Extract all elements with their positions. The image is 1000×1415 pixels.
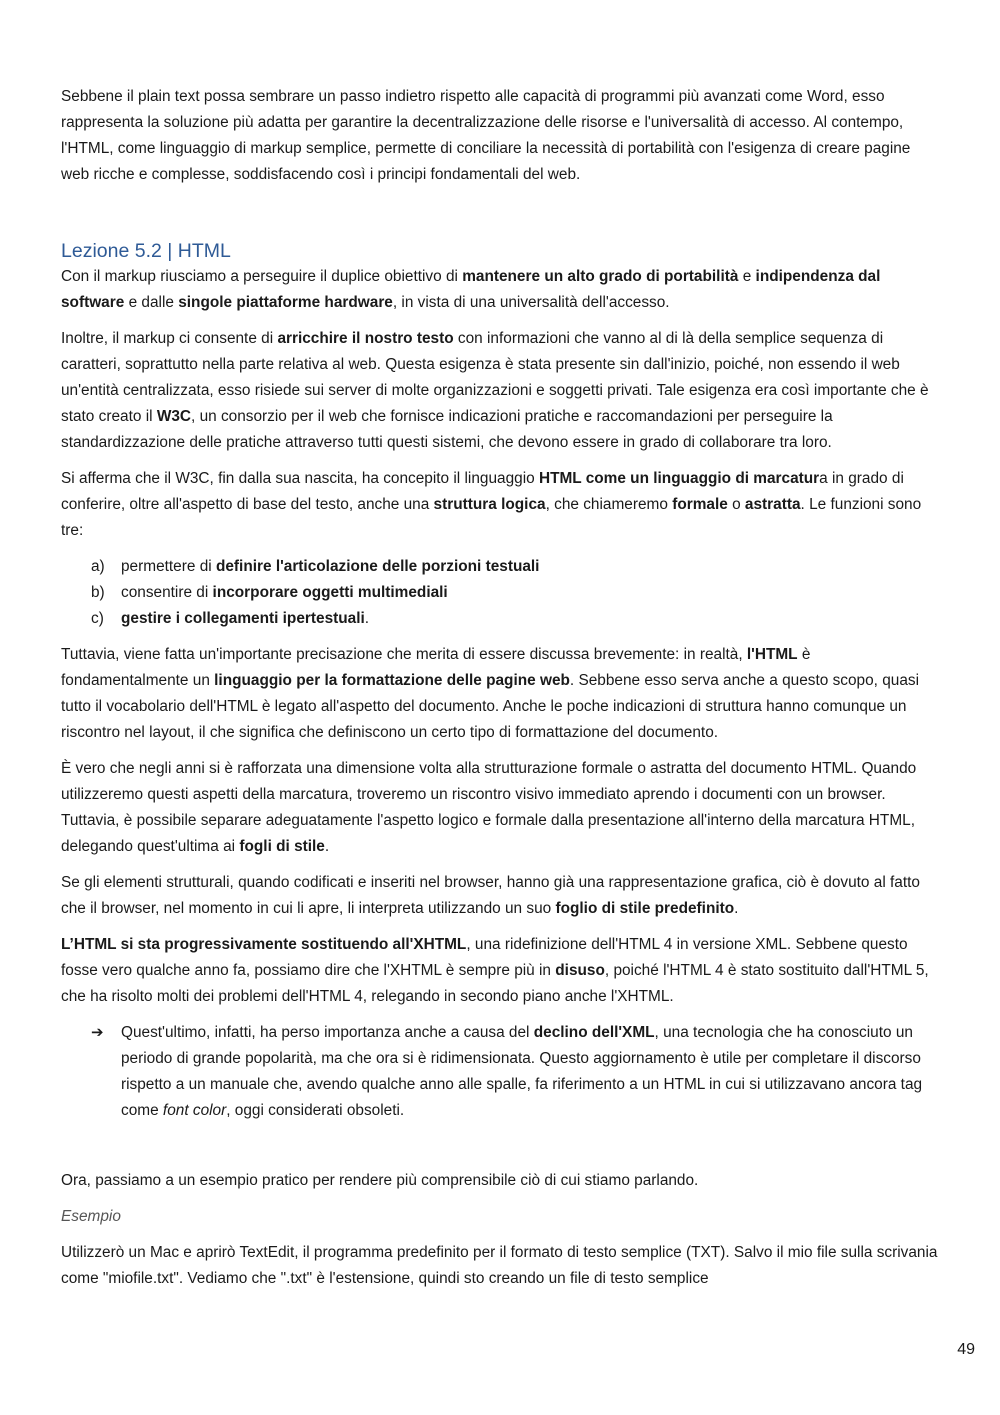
list-marker: a) xyxy=(91,558,105,575)
list-item: b) consentire di incorporare oggetti multimediali xyxy=(61,580,941,606)
paragraph-formatting: Tuttavia, viene fatta un'importante precisazione che merita di essere discussa brevemente: in realtà, l'HTML è fondamentalmente un linguaggio per la formattazione delle pagine web. Sebbene esso serva anche a questo scopo, quasi tutto il vocabolario dell'HTML è legato all'aspetto del documento. Anche le poche indicazioni di struttura hanno comunque un riscontro nel layout, il che significa che definiscono un certo tipo di formattazione del documento. xyxy=(61,646,919,741)
list-item: a) permettere di definire l'articolazione delle porzioni testuali xyxy=(61,554,941,580)
paragraph-xhtml: L’HTML si sta progressivamente sostituendo all'XHTML, una ridefinizione dell'HTML 4 in versione XML. Sebbene questo fosse vero qualche anno fa, possiamo dire che l'XHTML è sempre più in disuso, poiché l'HTML 4 è stato sostituito dall'HTML 5, che ha risolto molti dei problemi dell'HTML 4, relegando in secondo piano anche l'XHTML. xyxy=(61,936,929,1005)
arrow-right-icon: ➔ xyxy=(91,1024,104,1041)
paragraph-w3c: Inoltre, il markup ci consente di arricchire il nostro testo con informazioni che vanno al di là della semplice sequenza di caratteri, soprattutto nella parte relativa al web. Questa esigenza è stata presente sin dall'inizio, poiché, non essendo il web un'entità centralizzata, esso risiede sui server di molte organizzazioni e soggetti privati. Tale esigenza era così importante che è stato creato il W3C, un consorzio per il web che fornisce indicazioni pratiche e raccomandazioni per perseguire la standardizzazione delle pratiche attraverso tutti questi sistemi, che devono essere in grado di collaborare tra loro. xyxy=(61,330,929,451)
intro-paragraph: Sebbene il plain text possa sembrare un passo indietro rispetto alle capacità di programmi più avanzati come Word, esso rappresenta la soluzione più adatta per garantire la decentralizzazione delle risorse e l'universalità di accesso. Al contempo, l'HTML, come linguaggio di markup semplice, permette di conciliare la necessità di portabilità con l'esigenza di creare pagine web ricche e complesse, soddisfacendo così i principi fondamentali del web. xyxy=(61,88,911,183)
page-number: 49 xyxy=(957,1341,975,1358)
paragraph-html-language: Si afferma che il W3C, fin dalla sua nascita, ha concepito il linguaggio HTML come un linguaggio di marcatura in grado di conferire, oltre all'aspetto di base del testo, anche una struttura logica, che chiameremo formale o astratta. Le funzioni sono tre: xyxy=(61,470,922,539)
list-marker: b) xyxy=(91,584,105,601)
page-content xyxy=(61,84,941,1302)
section-heading: Lezione 5.2 | HTML xyxy=(61,240,231,262)
arrow-note xyxy=(61,1020,941,1124)
list-item: c) gestire i collegamenti ipertestuali. xyxy=(61,606,941,632)
list-marker: c) xyxy=(91,610,104,627)
paragraph-structure: È vero che negli anni si è rafforzata una dimensione volta alla strutturazione formale o astratta del documento HTML. Quando utilizzeremo questi aspetti della marcatura, troveremo un riscontro visivo immediato aprendo i documenti con un browser. Tuttavia, è possibile separare adeguatamente l'aspetto logico e formale dalla presentazione all'interno della marcatura HTML, delegando quest'ultima ai fogli di stile. xyxy=(61,760,917,855)
paragraph-portability: Con il markup riusciamo a perseguire il duplice obiettivo di mantenere un alto grado di portabilità e indipendenza dal software e dalle singole piattaforme hardware, in vista di una universalità dell'accesso. xyxy=(61,268,881,311)
functions-list xyxy=(61,554,941,632)
paragraph-example-intro: Ora, passiamo a un esempio pratico per rendere più comprensibile ciò di cui stiamo parlando. xyxy=(61,1172,699,1189)
paragraph-textedit: Utilizzerò un Mac e aprirò TextEdit, il programma predefinito per il formato di testo semplice (TXT). Salvo il mio file sulla scrivania come "miofile.txt". Vediamo che ".txt" è l'estensione, quindi sto creando un file di testo semplice xyxy=(61,1244,938,1287)
paragraph-stylesheet: Se gli elementi strutturali, quando codificati e inseriti nel browser, hanno già una rappresentazione grafica, ciò è dovuto al fatto che il browser, nel momento in cui li apre, li interpreta utilizzando un suo foglio di stile predefinito. xyxy=(61,874,920,917)
arrow-note-text: Quest'ultimo, infatti, ha perso importanza anche a causa del declino dell'XML, una tecnologia che ha conosciuto un periodo di grande popolarità, ma che ora si è ridimensionata. Questo aggiornamento è utile per completare il discorso rispetto a un manuale che, avendo qualche anno alle spalle, fa riferimento a un HTML in cui si utilizzavano ancora tag come font color, oggi considerati obsoleti. xyxy=(121,1024,923,1119)
example-label: Esempio xyxy=(61,1208,121,1225)
